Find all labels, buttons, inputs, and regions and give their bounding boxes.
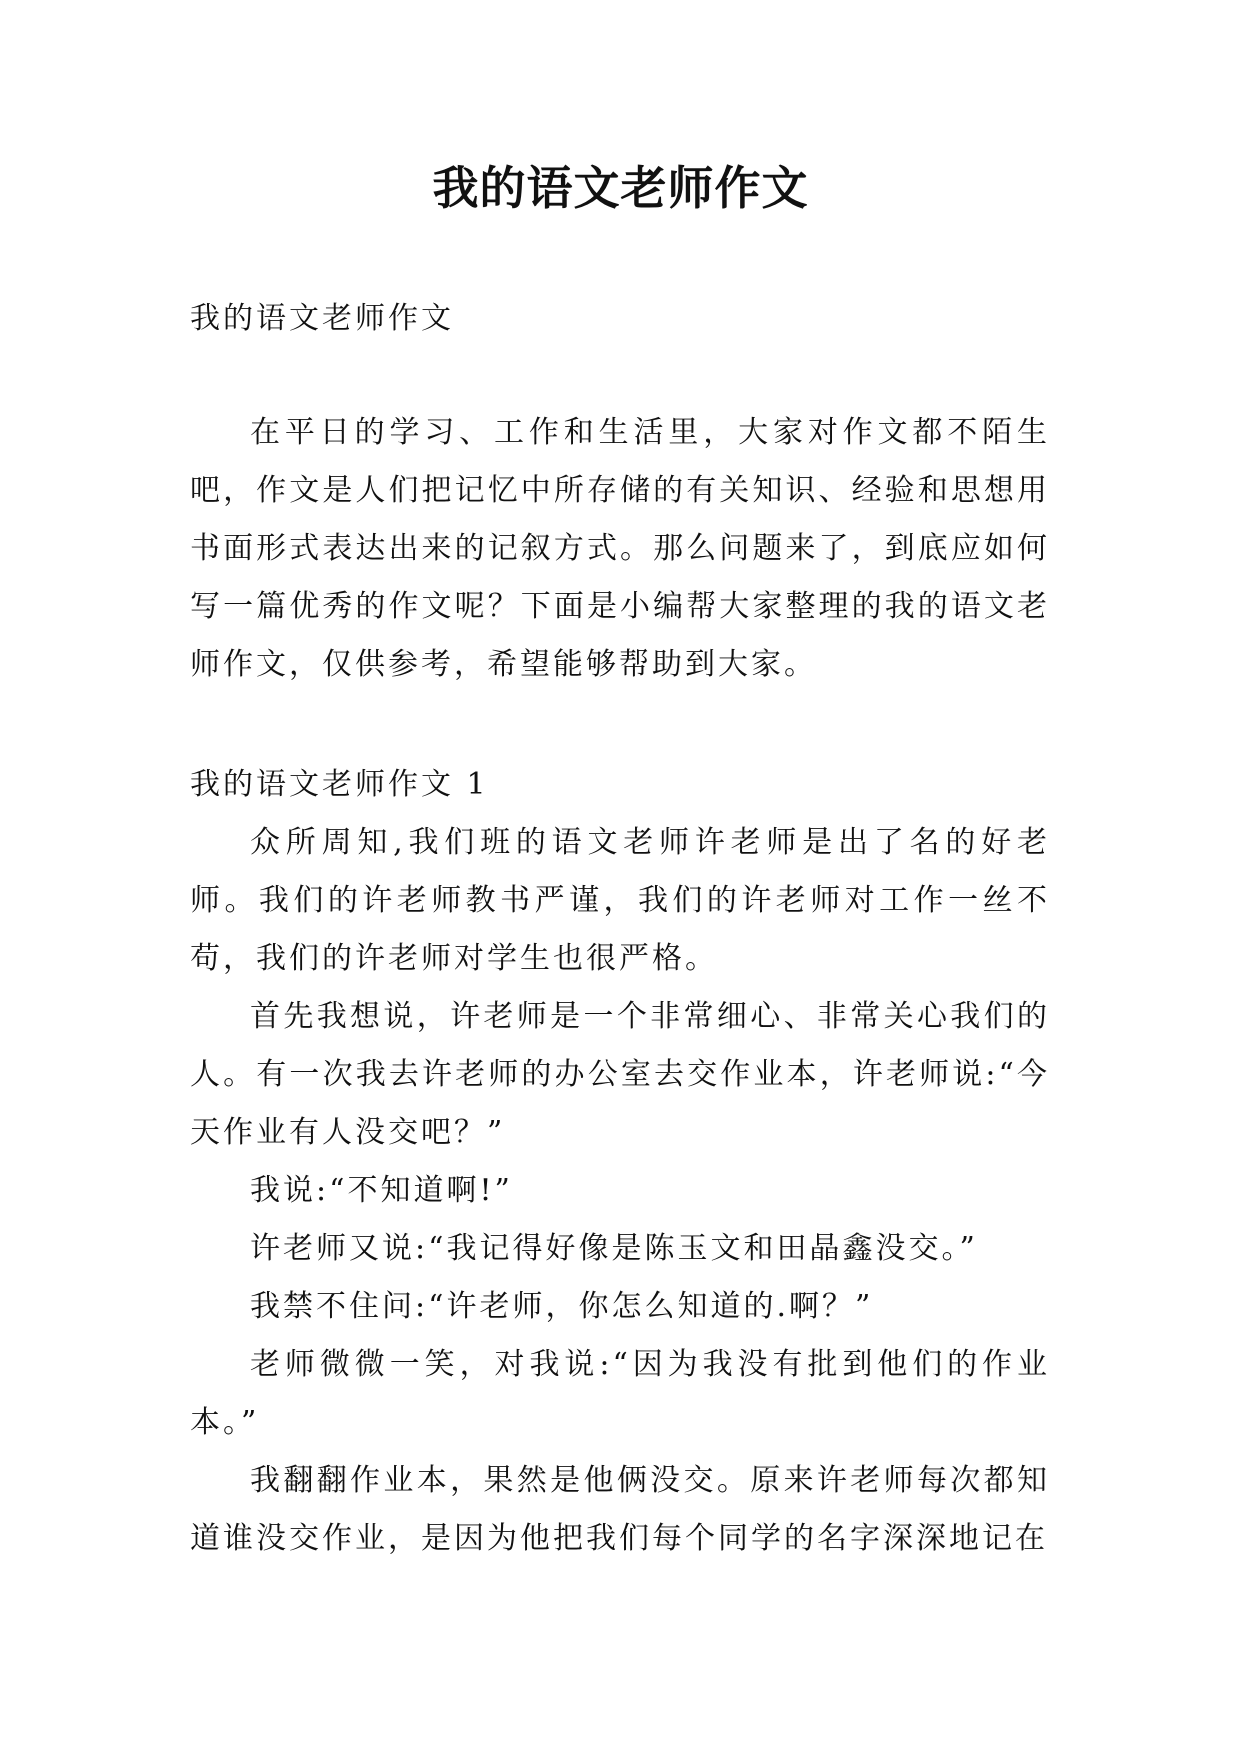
body-paragraph: 首先我想说，许老师是一个非常细心、非常关心我们的人。有一次我去许老师的办公室去交作业本，许老师说:“今天作业有人没交吧？” [190,999,1050,1150]
spacer [190,694,1050,756]
body-paragraph: 我说:“不知道啊!” [250,1173,513,1208]
body-paragraph: 我禁不住问:“许老师，你怎么知道的.啊？” [250,1289,874,1324]
intro-paragraph: 在平日的学习、工作和生活里，大家对作文都不陌生吧，作文是人们把记忆中所存储的有关知识、经验和思想用书面形式表达出来的记叙方式。那么问题来了，到底应如何写一篇优秀的作文呢？下面是小编帮大家整理的我的语文老师作文，仅供参考，希望能够帮助到大家。 [190,415,1050,682]
document-title: 我的语文老师作文 [432,161,809,215]
spacer [190,348,1050,404]
section-heading: 我的语文老师作文 1 [190,767,489,802]
document-body [190,290,1050,1568]
body-paragraph: 老师微微一笑，对我说:“因为我没有批到他们的作业本。” [190,1347,1050,1440]
document-subtitle: 我的语文老师作文 [190,301,454,336]
body-paragraph: 许老师又说:“我记得好像是陈玉文和田晶鑫没交。” [250,1231,978,1266]
body-paragraph: 我翻翻作业本，果然是他俩没交。原来许老师每次都知道谁没交作业，是因为他把我们每个同学的名字深深地记在 [190,1463,1050,1556]
body-paragraph: 众所周知,我们班的语文老师许老师是出了名的好老师。我们的许老师教书严谨，我们的许老师对工作一丝不苟，我们的许老师对学生也很严格。 [190,825,1050,976]
